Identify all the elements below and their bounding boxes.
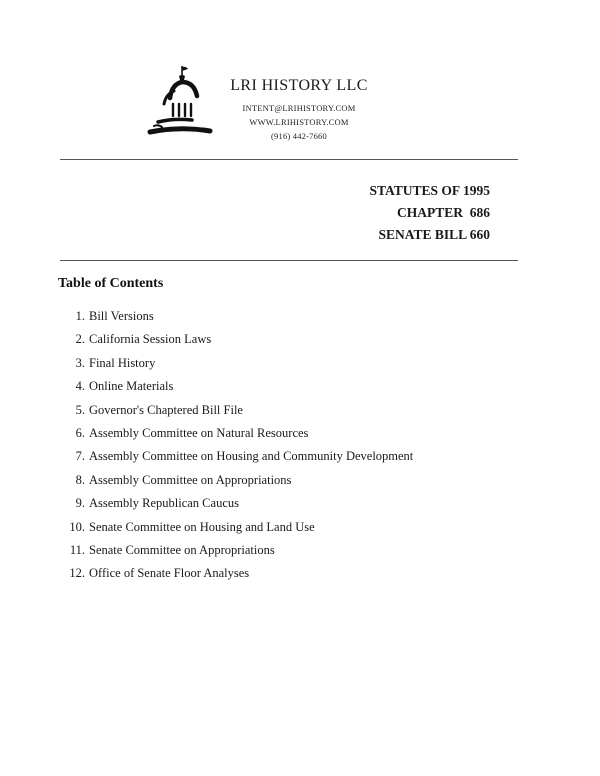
- toc-item-number: 5.: [75, 402, 85, 417]
- toc-item-senate-appropriations[interactable]: [58, 539, 538, 562]
- capitol-dome-icon: [144, 64, 214, 138]
- toc-item-label: Online Materials: [89, 379, 174, 394]
- toc-item-number: 7.: [75, 449, 85, 464]
- company-website: WWW.LRIHISTORY.COM: [249, 117, 349, 127]
- statutes-label: STATUTES OF 1995: [369, 183, 490, 198]
- toc-item-california-session-laws[interactable]: [58, 328, 538, 351]
- toc-item-number: 11.: [69, 542, 85, 557]
- toc-item-senate-floor-analyses[interactable]: [58, 562, 538, 585]
- toc-item-number: 1.: [75, 309, 85, 323]
- toc-item-label: Final History: [89, 355, 156, 370]
- chapter-label: CHAPTER 686: [396, 205, 490, 220]
- toc-item-assembly-republican-caucus[interactable]: [58, 492, 538, 515]
- top-divider: [60, 159, 518, 160]
- toc-item-label: Senate Committee on Appropriations: [89, 542, 275, 557]
- toc-item-number: 2.: [75, 332, 85, 347]
- toc-item-label: Office of Senate Floor Analyses: [89, 566, 250, 581]
- bill-info: [369, 180, 490, 246]
- bottom-divider: [60, 260, 518, 261]
- toc-item-label: Governor's Chaptered Bill File: [89, 402, 243, 417]
- toc-item-number: 3.: [75, 355, 85, 370]
- toc-item-number: 4.: [75, 379, 85, 394]
- toc-item-senate-housing-land-use[interactable]: [58, 516, 538, 539]
- toc-item-bill-versions[interactable]: [58, 305, 538, 328]
- toc-item-label: Assembly Committee on Appropriations: [89, 472, 292, 487]
- toc-item-number: 9.: [75, 496, 85, 511]
- company-name: LRI HISTORY LLC: [230, 77, 368, 94]
- toc-item-assembly-appropriations[interactable]: [58, 469, 538, 492]
- toc-item-assembly-housing-community-development[interactable]: [58, 445, 538, 468]
- toc-title: Table of Contents: [58, 276, 164, 291]
- company-email: INTENT@LRIHISTORY.COM: [242, 103, 356, 113]
- toc-item-label: Bill Versions: [89, 309, 154, 323]
- toc-item-governors-chaptered-bill-file[interactable]: [58, 399, 538, 422]
- toc-item-assembly-natural-resources[interactable]: [58, 422, 538, 445]
- company-block: [216, 76, 382, 143]
- senate-bill-label: SENATE BILL 660: [378, 227, 490, 242]
- toc-item-number: 12.: [69, 566, 85, 581]
- toc-item-number: 8.: [75, 472, 85, 487]
- company-phone: (916) 442-7660: [271, 131, 327, 141]
- toc-item-label: California Session Laws: [89, 332, 212, 347]
- toc-item-online-materials[interactable]: [58, 375, 538, 398]
- toc-item-label: Assembly Republican Caucus: [89, 496, 239, 511]
- toc-item-label: Assembly Committee on Natural Resources: [89, 425, 309, 440]
- toc-item-number: 6.: [75, 425, 85, 440]
- toc-item-final-history[interactable]: [58, 352, 538, 375]
- toc-item-number: 10.: [69, 519, 85, 534]
- toc-item-label: Assembly Committee on Housing and Community Development: [89, 449, 414, 464]
- toc-list: [58, 305, 538, 586]
- toc-item-label: Senate Committee on Housing and Land Use: [89, 519, 315, 534]
